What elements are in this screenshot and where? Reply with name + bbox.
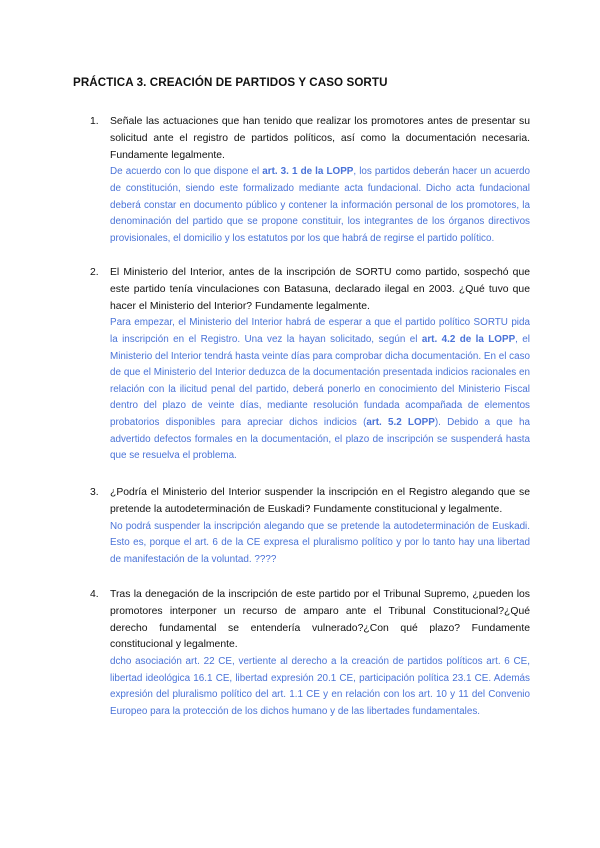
question-text: Tras la denegación de la inscripción de este partido por el Tribunal Supremo, ¿pueden los promotores interponer un recurso de amparo ante el Tribunal Constitucional?¿Qué derecho fundamental se entendería vulnerado?¿Con qué plazo? Fundamente constitucional y legalmente. (110, 589, 530, 651)
answer-segment: dcho asociación art. 22 CE, vertiente al derecho a la creación de partidos políticos art. 6 CE, libertad ideológica 16.1 CE, libertad expresión 20.1 CE, participación política 23.1 CE. Además expresión del pluralismo político del art. 1.1 CE y en relación con los art. 10 y 11 del Convenio Europeo para la protección de los dichos humano y de las libertades fundamentales. (110, 656, 530, 717)
answer-text (110, 315, 530, 464)
page-title: PRÁCTICA 3. CREACIÓN DE PARTIDOS Y CASO SORTU (73, 76, 388, 89)
question-number: 2. (90, 267, 99, 278)
question-2 (90, 265, 530, 465)
question-3 (90, 485, 530, 568)
question-number: 1. (90, 116, 99, 127)
law-reference: art. 4.2 de la LOPP (421, 333, 516, 345)
answer-text (110, 519, 530, 569)
answer-segment: No podrá suspender la inscripción alegando que se pretende la autodeterminación de Euskadi. Esto es, porque el art. 6 de la CE expresa el pluralismo político y por lo tanto hay una libertad de manifestación de la voluntad. ???? (110, 520, 530, 565)
question-text: Señale las actuaciones que han tenido que realizar los promotores antes de presentar su solicitud ante el registro de partidos políticos, así como la documentación necesaria. Fundamente legalmente. (110, 116, 530, 161)
answer-segment: De acuerdo con lo que dispone el (110, 166, 263, 178)
question-1 (90, 114, 530, 247)
question-text: El Ministerio del Interior, antes de la inscripción de SORTU como partido, sospechó que este partido tenía vinculaciones con Batasuna, declarado ilegal en 2003. ¿Qué tuvo que hacer el Ministerio del Interior? Fundamente legalmente. (110, 267, 530, 312)
answer-segment: Para empezar, el Ministerio del Interior habrá de esperar a que el partido político SORTU pida la inscripción en el Registro. Una vez la hayan solicitado, según el (110, 317, 530, 345)
answer-segment: , el Ministerio del Interior tendrá hasta veinte días para comprobar dicha documentación. En el caso de que el Ministerio del Interior deduzca de la documentación presentada indicios racionales en relación con la ilicitud penal del partido, deberá ponerlo en conocimiento del Ministerio Fiscal dentro del plazo de veinte días, mediante resolución fundada acompañada de elementos probatorios disponibles para apreciar dichos indicios ( (110, 333, 530, 428)
answer-segment: ). Debido a que ha advertido defectos formales en la documentación, el plazo de inscripción se suspenderá hasta que se resuelva el problema. (110, 416, 530, 462)
question-number: 4. (90, 589, 99, 600)
answer-segment: , los partidos deberán hacer un acuerdo de constitución, siendo este formalizado mediante acta fundacional. Dicho acta fundacional deberá constar en documento público y contener la información personal de los promotores, la denominación del partido que se propone constituir, los integrantes de los órganos directivos provisionales, el domicilio y los estatutos por los que habrá de regirse el partido político. (110, 166, 530, 244)
question-number: 3. (90, 487, 99, 498)
answer-text (110, 654, 530, 720)
question-4 (90, 587, 530, 721)
answer-text (110, 164, 530, 247)
law-reference: art. 3. 1 de la LOPP (262, 166, 354, 178)
law-reference: art. 5.2 LOPP (366, 416, 435, 428)
question-text: ¿Podría el Ministerio del Interior suspender la inscripción en el Registro alegando que se pretende la autodeterminación de Euskadi? Fundamente constitucional y legalmente. (110, 487, 530, 515)
